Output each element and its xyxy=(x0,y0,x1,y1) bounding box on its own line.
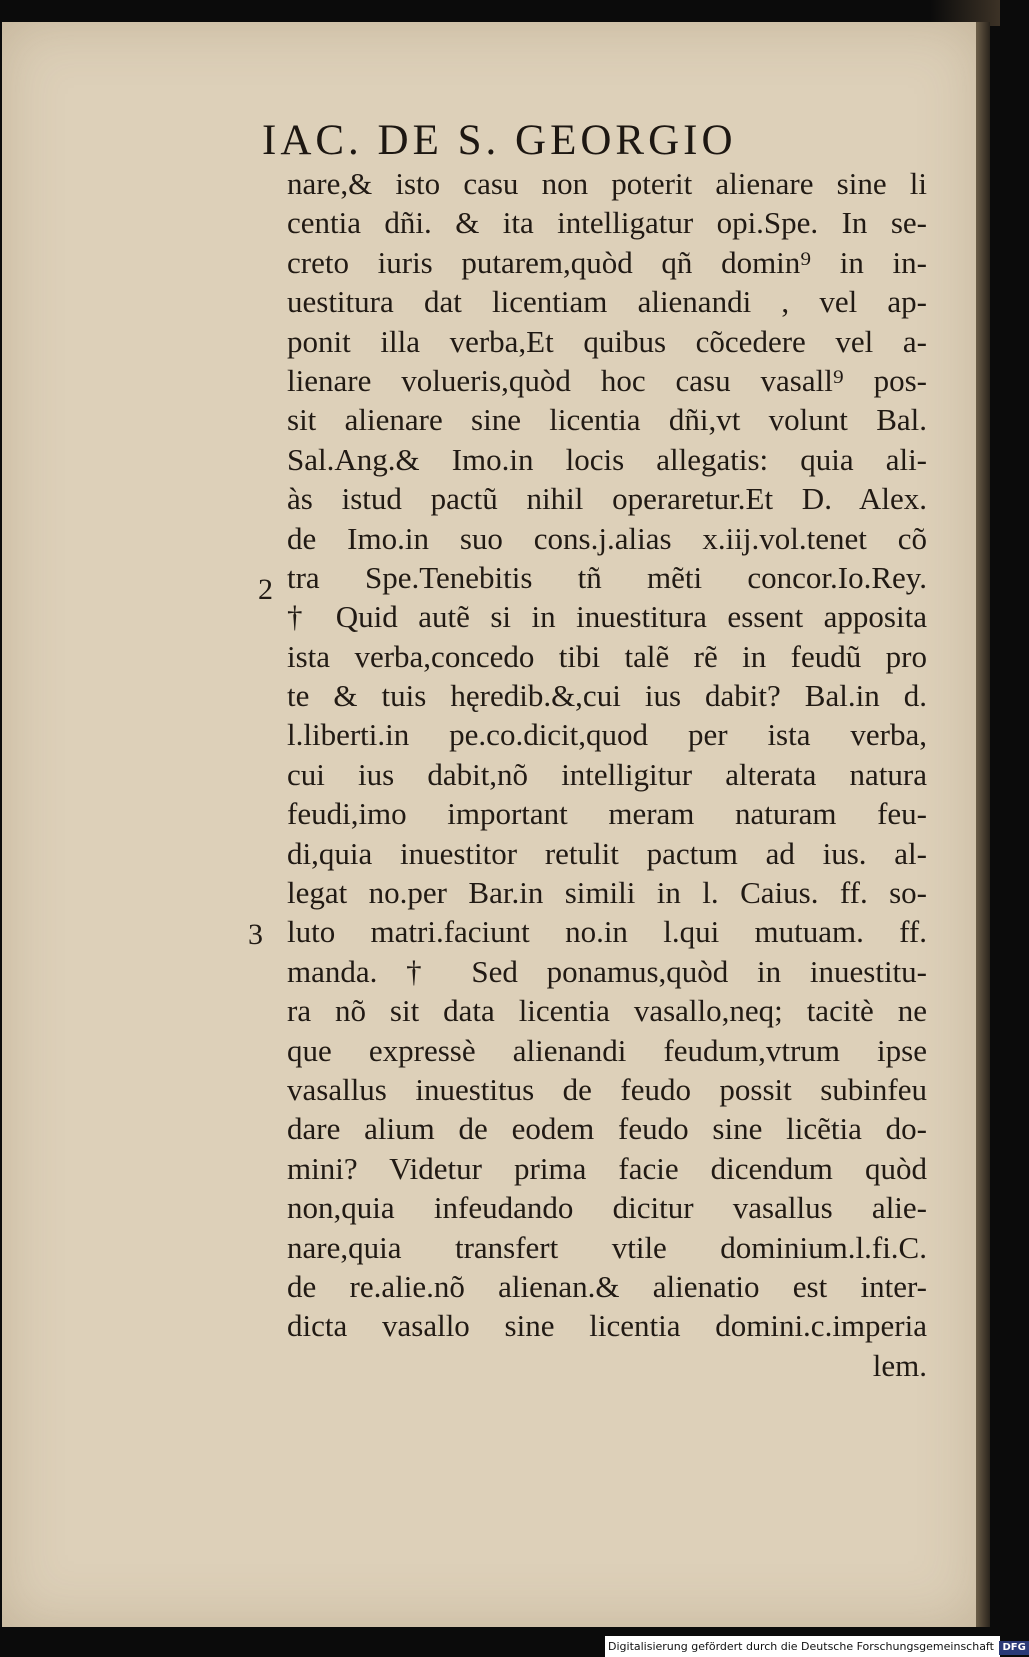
text-line: non,quia infeudando dicitur vasallus alie- xyxy=(287,1190,927,1226)
text-line: lienare volueris,quòd hoc casu vasall⁹ pos- xyxy=(287,362,927,398)
text-line: legat no.per Bar.in simili in l. Caius. ff. so- xyxy=(287,875,927,911)
text-line: dicta vasallo sine licentia domini.c.imperia xyxy=(287,1308,927,1344)
text-line: nare,& isto casu non poterit alienare sine li xyxy=(287,166,927,201)
running-head: IAC. DE S. GEORGIO xyxy=(262,117,737,164)
body-text xyxy=(287,164,927,1385)
text-line: cui ius dabit,nõ intelligitur alterata natura xyxy=(287,756,927,792)
text-line: de Imo.in suo cons.j.alias x.iij.vol.tenet cõ xyxy=(287,520,927,556)
text-line: lem. xyxy=(872,1347,927,1383)
text-line: te & tuis hęredib.&,cui ius dabit? Bal.in d. xyxy=(287,678,927,714)
text-line: nare,quia transfert vtile dominium.l.fi.C. xyxy=(287,1229,927,1265)
text-line: ista verba,concedo tibi talẽ rẽ in feudũ pro xyxy=(287,638,927,674)
text-line: creto iuris putarem,quòd qñ domin⁹ in in- xyxy=(287,244,927,280)
text-line: dare alium de eodem feudo sine licẽtia do- xyxy=(287,1111,927,1147)
text-line: que expressè alienandi feudum,vtrum ipse xyxy=(287,1032,927,1068)
text-line: feudi,imo important meram naturam feu- xyxy=(287,796,927,832)
text-line: tra Spe.Tenebitis tñ mẽti concor.Io.Rey. xyxy=(287,559,927,595)
text-line: uestitura dat licentiam alienandi , vel ap- xyxy=(287,284,927,320)
margin-number-3: 3 xyxy=(248,918,263,951)
text-line: de re.alie.nõ alienan.& alienatio est inter- xyxy=(287,1268,927,1304)
text-line: centia dñi. & ita intelligatur opi.Spe. In se- xyxy=(287,205,927,241)
text-line: † Quid autẽ si in inuestitura essent apposita xyxy=(287,599,927,635)
dfg-logo: DFG xyxy=(999,1641,1028,1655)
funding-footer xyxy=(605,1636,1026,1657)
text-line: l.liberti.in pe.co.dicit,quod per ista verba, xyxy=(287,717,927,753)
funding-text: Digitalisierung gefördert durch die Deutsche Forschungsgemeinschaft xyxy=(608,1640,994,1653)
margin-number-2: 2 xyxy=(258,573,273,606)
text-line: luto matri.faciunt no.in l.qui mutuam. ff. xyxy=(287,914,927,950)
text-line: às istud pactũ nihil operaretur.Et D. Alex. xyxy=(287,481,927,517)
text-line: Sal.Ang.& Imo.in locis allegatis: quia ali- xyxy=(287,441,927,477)
page-edge xyxy=(976,22,990,1627)
text-line: mini? Videtur prima facie dicendum quòd xyxy=(287,1150,927,1186)
text-line: sit alienare sine licentia dñi,vt volunt Bal. xyxy=(287,402,927,438)
text-line: di,quia inuestitor retulit pactum ad ius. al- xyxy=(287,835,927,871)
text-line: ponit illa verba,Et quibus cõcedere vel a- xyxy=(287,323,927,359)
text-line: ra nõ sit data licentia vasallo,neq; tacitè ne xyxy=(287,993,927,1029)
text-line: vasallus inuestitus de feudo possit subinfeu xyxy=(287,1071,927,1107)
text-line: manda. † Sed ponamus,quòd in inuestitu- xyxy=(287,953,927,989)
